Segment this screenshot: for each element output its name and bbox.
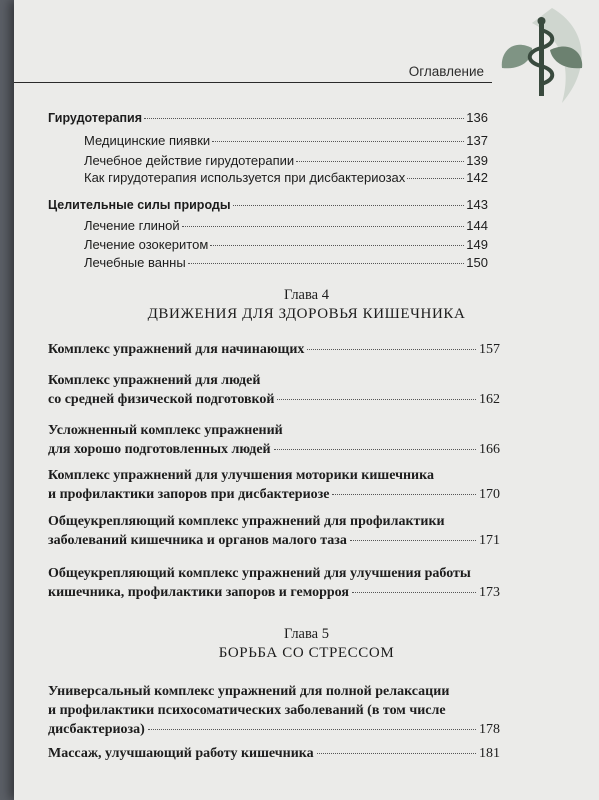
toc-entry-title: Лечебные ванны <box>84 255 186 270</box>
dot-leader <box>307 349 476 350</box>
toc-entry-title-line: дисбактериоза) <box>48 722 145 737</box>
toc-entry[interactable] <box>48 197 488 212</box>
dot-leader <box>317 753 476 754</box>
dot-leader <box>210 245 464 246</box>
toc-entry-page: 171 <box>479 533 500 548</box>
dot-leader <box>144 118 464 119</box>
toc-entry[interactable] <box>48 110 488 125</box>
dot-leader <box>332 494 476 495</box>
chapter4-label: Глава 4 <box>284 287 329 303</box>
toc-entry-title-line: Комплекс упражнений для начинающих <box>48 342 305 357</box>
dot-leader <box>188 263 465 264</box>
dot-leader <box>296 161 464 162</box>
toc-entry[interactable] <box>48 421 500 459</box>
header-title: Оглавление <box>408 64 484 79</box>
book-page <box>14 0 599 800</box>
toc-entry-page: 144 <box>466 218 488 233</box>
toc-entry-page: 136 <box>466 110 488 125</box>
toc-entry-title: Медицинские пиявки <box>84 133 211 148</box>
toc-entry-page: 166 <box>479 442 500 457</box>
dot-leader <box>182 226 465 227</box>
toc-entry-title-line: Усложненный комплекс упражнений <box>48 423 283 438</box>
toc-entry[interactable] <box>48 564 500 602</box>
chapter5-title: БОРЬБА СО СТРЕССОМ <box>218 645 395 661</box>
page-header <box>14 56 492 83</box>
toc-entry[interactable] <box>48 682 500 739</box>
dot-leader <box>233 205 465 206</box>
toc-entry[interactable] <box>84 218 488 233</box>
toc-entry-page: 150 <box>466 255 488 270</box>
dot-leader <box>352 592 476 593</box>
toc-entry-page: 149 <box>466 237 488 252</box>
toc-entry-title-line: для хорошо подготовленных людей <box>48 442 271 457</box>
toc-entry[interactable] <box>48 744 500 763</box>
toc-entry-page: 137 <box>466 133 488 148</box>
chapter4-title: ДВИЖЕНИЯ ДЛЯ ЗДОРОВЬЯ КИШЕЧНИКА <box>147 306 466 322</box>
toc-entry-title-line: Общеукрепляющий комплекс упражнений для профилактики <box>48 514 445 529</box>
toc-entry-title: Гирудотерапия <box>48 111 143 125</box>
toc-entry-title-line: заболеваний кишечника и органов малого таза <box>48 533 347 548</box>
dot-leader <box>350 540 476 541</box>
toc-entry-title-line: Комплекс упражнений для людей <box>48 373 261 388</box>
toc-entry[interactable] <box>84 153 488 168</box>
toc-entry[interactable] <box>84 237 488 252</box>
toc-entry-title-line: Универсальный комплекс упражнений для полной релаксации <box>48 684 450 699</box>
toc-entry[interactable] <box>84 170 488 185</box>
dot-leader <box>277 399 476 400</box>
toc-entry-page: 173 <box>479 585 500 600</box>
toc-entry-page: 157 <box>479 342 500 357</box>
toc-entry-title: Целительные силы природы <box>48 198 231 212</box>
toc-entry-title-line: и профилактики запоров при дисбактериозе <box>48 487 330 502</box>
dot-leader <box>212 141 464 142</box>
caduceus-leaf-icon <box>492 8 592 108</box>
toc-entry-page: 170 <box>479 487 500 502</box>
toc-entry[interactable] <box>48 512 500 550</box>
dot-leader <box>407 178 464 179</box>
toc-entry-page: 139 <box>466 153 488 168</box>
toc-entry-title-line: и профилактики психосоматических заболеваний (в том числе <box>48 703 446 718</box>
toc-entry-page: 142 <box>466 170 488 185</box>
toc-entry-page: 181 <box>479 746 500 761</box>
chapter5-label: Глава 5 <box>284 626 329 642</box>
toc-entry-title: Лечение глиной <box>84 218 180 233</box>
toc-entry-title: Лечебное действие гирудотерапии <box>84 153 295 168</box>
dot-leader <box>274 449 476 450</box>
toc-entry-title-line: со средней физической подготовкой <box>48 392 275 407</box>
toc-entry-page: 162 <box>479 392 500 407</box>
toc-entry[interactable] <box>84 133 488 148</box>
toc-entry-page: 178 <box>479 722 500 737</box>
toc-entry-title: Лечение озокеритом <box>84 237 209 252</box>
toc-entry-title-line: Общеукрепляющий комплекс упражнений для улучшения работы <box>48 566 471 581</box>
dot-leader <box>148 729 476 730</box>
toc-entry-title-line: Массаж, улучшающий работу кишечника <box>48 746 314 761</box>
toc-entry[interactable] <box>48 371 500 409</box>
toc-entry[interactable] <box>48 466 500 504</box>
toc-entry[interactable] <box>48 340 500 359</box>
toc-entry-page: 143 <box>466 197 488 212</box>
toc-entry-title: Как гирудотерапия используется при дисбактериозах <box>84 170 406 185</box>
toc-entry[interactable] <box>84 255 488 270</box>
toc-entry-title-line: кишечника, профилактики запоров и геморроя <box>48 585 349 600</box>
toc-entry-title-line: Комплекс упражнений для улучшения моторики кишечника <box>48 468 434 483</box>
